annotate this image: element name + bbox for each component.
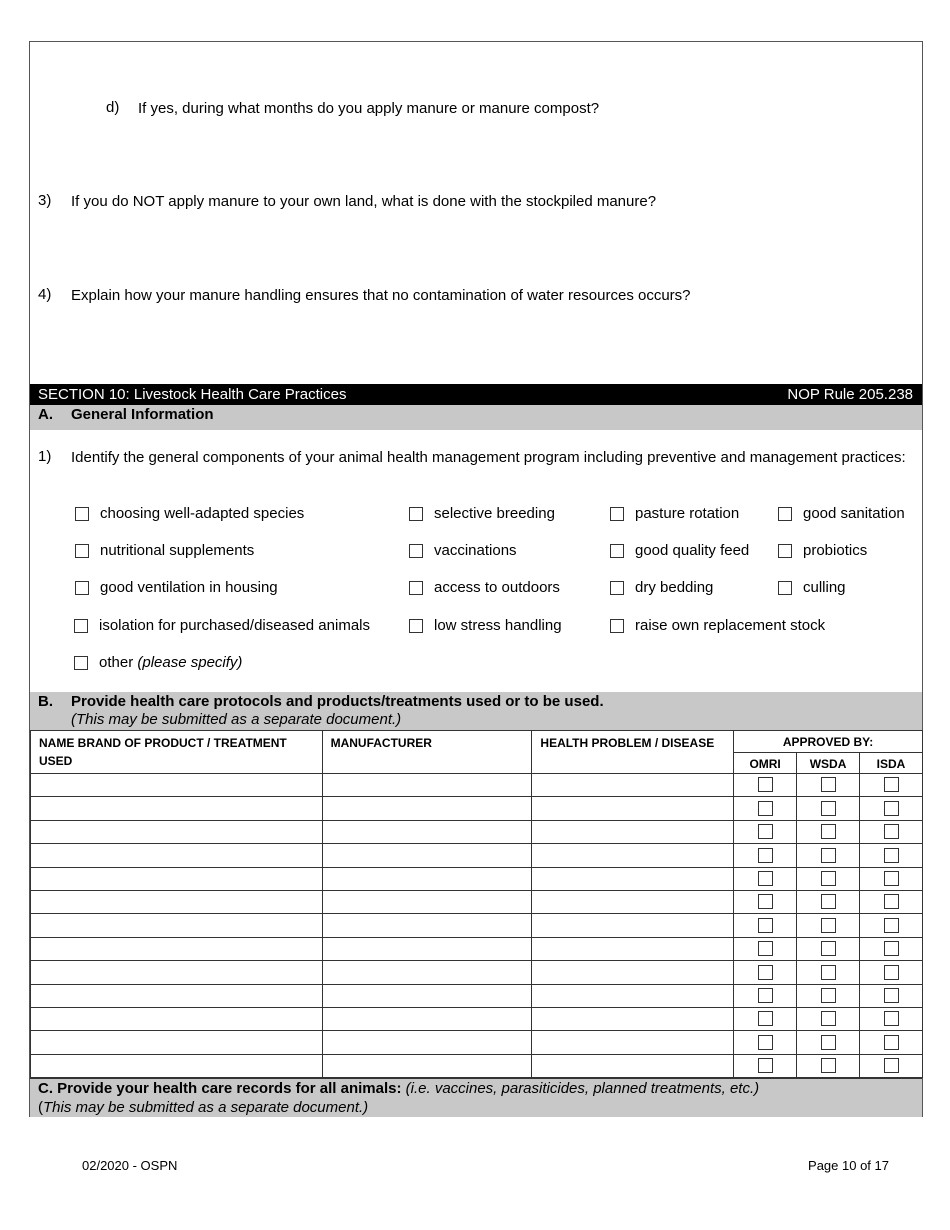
problem-cell[interactable] [532, 937, 734, 960]
checkbox-dry-bedding[interactable] [610, 581, 624, 595]
isda-checkbox[interactable] [884, 1058, 899, 1073]
option-selective-breeding: selective breeding [434, 505, 555, 522]
part-c-header [30, 1078, 922, 1117]
isda-checkbox[interactable] [884, 1035, 899, 1050]
problem-cell[interactable] [532, 914, 734, 937]
wsda-checkbox[interactable] [821, 801, 836, 816]
isda-checkbox[interactable] [884, 894, 899, 909]
product-cell[interactable] [31, 1054, 323, 1077]
wsda-checkbox[interactable] [821, 1011, 836, 1026]
wsda-checkbox[interactable] [821, 848, 836, 863]
manufacturer-cell[interactable] [322, 844, 532, 867]
omri-checkbox[interactable] [758, 1011, 773, 1026]
isda-checkbox[interactable] [884, 848, 899, 863]
wsda-cell [797, 867, 860, 890]
part-c-examples: (i.e. vaccines, parasiticides, planned treatments, etc.) [405, 1080, 760, 1097]
problem-cell[interactable] [532, 797, 734, 820]
wsda-cell [797, 984, 860, 1007]
product-cell[interactable] [31, 914, 323, 937]
question-4-label: 4) [38, 286, 52, 303]
part-a-q1-text: Identify the general components of your animal health management program including preventive and management practices: [71, 449, 906, 466]
part-c-note-open: ( [38, 1099, 43, 1116]
product-cell[interactable] [31, 1031, 323, 1054]
isda-cell [860, 1054, 923, 1077]
option-other-note: (please specify) [137, 654, 243, 671]
manufacturer-cell[interactable] [322, 961, 532, 984]
option-nutritional-supplements: nutritional supplements [100, 542, 255, 559]
product-cell[interactable] [31, 937, 323, 960]
option-good-sanitation: good sanitation [803, 505, 905, 522]
header-product: NAME BRAND OF PRODUCT / TREATMENT USED [31, 731, 323, 774]
omri-cell [734, 1031, 797, 1054]
checkbox-choosing-species[interactable] [75, 507, 89, 521]
isda-checkbox[interactable] [884, 988, 899, 1003]
option-good-quality-feed: good quality feed [635, 542, 750, 559]
treatment-table-body [31, 774, 923, 1078]
isda-cell [860, 1031, 923, 1054]
part-b-title: Provide health care protocols and products/treatments used or to be used. [71, 693, 604, 710]
omri-checkbox[interactable] [758, 941, 773, 956]
part-b-note: (This may be submitted as a separate document.) [71, 711, 402, 728]
section-header [30, 384, 922, 405]
footer-page: Page 10 of 17 [808, 1158, 889, 1173]
option-other-label: other [99, 654, 134, 671]
manufacturer-cell[interactable] [322, 937, 532, 960]
option-replacement-stock: raise own replacement stock [635, 617, 826, 634]
checkbox-good-ventilation[interactable] [75, 581, 89, 595]
option-other [99, 654, 242, 671]
wsda-cell [797, 1054, 860, 1077]
option-low-stress: low stress handling [434, 617, 562, 634]
checkbox-good-sanitation[interactable] [778, 507, 792, 521]
omri-checkbox[interactable] [758, 1035, 773, 1050]
omri-checkbox[interactable] [758, 988, 773, 1003]
header-isda: ISDA [860, 753, 923, 774]
product-cell[interactable] [31, 797, 323, 820]
wsda-cell [797, 937, 860, 960]
checkbox-isolation[interactable] [74, 619, 88, 633]
wsda-cell [797, 961, 860, 984]
isda-cell [860, 867, 923, 890]
omri-checkbox[interactable] [758, 777, 773, 792]
table-row [31, 844, 923, 867]
manufacturer-cell[interactable] [322, 867, 532, 890]
question-2d-label: d) [106, 99, 120, 116]
omri-cell [734, 1007, 797, 1030]
omri-checkbox[interactable] [758, 1058, 773, 1073]
checkbox-probiotics[interactable] [778, 544, 792, 558]
problem-cell[interactable] [532, 867, 734, 890]
manufacturer-cell[interactable] [322, 1031, 532, 1054]
isda-cell [860, 937, 923, 960]
omri-checkbox[interactable] [758, 801, 773, 816]
problem-cell[interactable] [532, 1007, 734, 1030]
omri-cell [734, 797, 797, 820]
omri-cell [734, 820, 797, 843]
wsda-cell [797, 890, 860, 913]
table-row [31, 797, 923, 820]
part-a-header [30, 405, 922, 430]
part-b-letter: B. [38, 693, 53, 710]
product-cell[interactable] [31, 890, 323, 913]
isda-cell [860, 797, 923, 820]
question-4-text: Explain how your manure handling ensures that no contamination of water resources occurs? [71, 287, 691, 304]
omri-checkbox[interactable] [758, 965, 773, 980]
option-dry-bedding: dry bedding [635, 579, 714, 596]
manufacturer-cell[interactable] [322, 1007, 532, 1030]
problem-cell[interactable] [532, 820, 734, 843]
isda-checkbox[interactable] [884, 801, 899, 816]
header-problem: HEALTH PROBLEM / DISEASE [532, 731, 734, 774]
isda-cell [860, 890, 923, 913]
isda-cell [860, 914, 923, 937]
isda-cell [860, 961, 923, 984]
omri-cell [734, 961, 797, 984]
wsda-cell [797, 1031, 860, 1054]
part-a-q1-label: 1) [38, 448, 52, 465]
omri-cell [734, 984, 797, 1007]
wsda-checkbox[interactable] [821, 777, 836, 792]
isda-checkbox[interactable] [884, 824, 899, 839]
problem-cell[interactable] [532, 1031, 734, 1054]
table-row [31, 867, 923, 890]
wsda-cell [797, 1007, 860, 1030]
section-rule: NOP Rule 205.238 [787, 386, 913, 403]
option-choosing-species: choosing well-adapted species [100, 505, 305, 522]
wsda-checkbox[interactable] [821, 918, 836, 933]
table-row [31, 890, 923, 913]
problem-cell[interactable] [532, 1054, 734, 1077]
problem-cell[interactable] [532, 890, 734, 913]
option-access-outdoors: access to outdoors [434, 579, 560, 596]
table-row [31, 774, 923, 797]
product-cell[interactable] [31, 1007, 323, 1030]
omri-checkbox[interactable] [758, 894, 773, 909]
manufacturer-cell[interactable] [322, 1054, 532, 1077]
wsda-checkbox[interactable] [821, 965, 836, 980]
problem-cell[interactable] [532, 961, 734, 984]
isda-checkbox[interactable] [884, 1011, 899, 1026]
isda-cell [860, 820, 923, 843]
wsda-checkbox[interactable] [821, 941, 836, 956]
checkbox-vaccinations[interactable] [409, 544, 423, 558]
table-row [31, 914, 923, 937]
product-cell[interactable] [31, 820, 323, 843]
checkbox-other[interactable] [74, 656, 88, 670]
manufacturer-cell[interactable] [322, 820, 532, 843]
isda-checkbox[interactable] [884, 965, 899, 980]
part-c-title: C. Provide your health care records for all animals: [38, 1080, 402, 1097]
checkbox-replacement-stock[interactable] [610, 619, 624, 633]
checkbox-low-stress[interactable] [409, 619, 423, 633]
part-b-header [30, 692, 922, 730]
product-cell[interactable] [31, 984, 323, 1007]
table-row [31, 961, 923, 984]
table-row [31, 1031, 923, 1054]
part-c-note: This may be submitted as a separate document.) [43, 1099, 369, 1116]
manufacturer-cell[interactable] [322, 890, 532, 913]
table-row [31, 1007, 923, 1030]
table-row [31, 984, 923, 1007]
problem-cell[interactable] [532, 844, 734, 867]
section-title: SECTION 10: Livestock Health Care Practices [38, 386, 347, 403]
part-a-title: General Information [71, 406, 214, 423]
wsda-checkbox[interactable] [821, 988, 836, 1003]
isda-checkbox[interactable] [884, 918, 899, 933]
table-row [31, 1054, 923, 1077]
wsda-cell [797, 774, 860, 797]
option-culling: culling [803, 579, 846, 596]
isda-cell [860, 1007, 923, 1030]
manufacturer-cell[interactable] [322, 984, 532, 1007]
table-row [31, 820, 923, 843]
wsda-cell [797, 820, 860, 843]
manufacturer-cell[interactable] [322, 774, 532, 797]
omri-checkbox[interactable] [758, 824, 773, 839]
omri-cell [734, 890, 797, 913]
product-cell[interactable] [31, 844, 323, 867]
problem-cell[interactable] [532, 774, 734, 797]
header-wsda: WSDA [797, 753, 860, 774]
option-vaccinations: vaccinations [434, 542, 517, 559]
product-cell[interactable] [31, 867, 323, 890]
option-probiotics: probiotics [803, 542, 868, 559]
omri-cell [734, 937, 797, 960]
problem-cell[interactable] [532, 984, 734, 1007]
omri-checkbox[interactable] [758, 848, 773, 863]
wsda-checkbox[interactable] [821, 894, 836, 909]
wsda-checkbox[interactable] [821, 1058, 836, 1073]
header-manufacturer: MANUFACTURER [322, 731, 532, 774]
question-2d-text: If yes, during what months do you apply manure or manure compost? [138, 100, 600, 117]
treatment-table [30, 730, 923, 1078]
option-pasture-rotation: pasture rotation [635, 505, 740, 522]
checkbox-access-outdoors[interactable] [409, 581, 423, 595]
header-approved: APPROVED BY: [734, 731, 923, 753]
isda-cell [860, 774, 923, 797]
header-omri: OMRI [734, 753, 797, 774]
product-cell[interactable] [31, 774, 323, 797]
table-row [31, 937, 923, 960]
isda-checkbox[interactable] [884, 777, 899, 792]
omri-cell [734, 844, 797, 867]
question-3-label: 3) [38, 192, 52, 209]
omri-checkbox[interactable] [758, 918, 773, 933]
checkbox-culling[interactable] [778, 581, 792, 595]
omri-cell [734, 774, 797, 797]
manufacturer-cell[interactable] [322, 914, 532, 937]
wsda-cell [797, 844, 860, 867]
checkbox-selective-breeding[interactable] [409, 507, 423, 521]
wsda-checkbox[interactable] [821, 824, 836, 839]
part-a-letter: A. [38, 406, 53, 423]
isda-checkbox[interactable] [884, 871, 899, 886]
wsda-checkbox[interactable] [821, 1035, 836, 1050]
checkbox-good-quality-feed[interactable] [610, 544, 624, 558]
isda-cell [860, 984, 923, 1007]
product-cell[interactable] [31, 961, 323, 984]
option-isolation: isolation for purchased/diseased animals [99, 617, 370, 634]
option-good-ventilation: good ventilation in housing [100, 579, 278, 596]
wsda-cell [797, 914, 860, 937]
wsda-cell [797, 797, 860, 820]
footer-date: 02/2020 - OSPN [82, 1158, 178, 1173]
isda-checkbox[interactable] [884, 941, 899, 956]
omri-cell [734, 867, 797, 890]
isda-cell [860, 844, 923, 867]
omri-cell [734, 914, 797, 937]
question-3-text: If you do NOT apply manure to your own land, what is done with the stockpiled manure? [71, 193, 657, 210]
checkbox-pasture-rotation[interactable] [610, 507, 624, 521]
manufacturer-cell[interactable] [322, 797, 532, 820]
omri-cell [734, 1054, 797, 1077]
omri-checkbox[interactable] [758, 871, 773, 886]
wsda-checkbox[interactable] [821, 871, 836, 886]
checkbox-nutritional-supplements[interactable] [75, 544, 89, 558]
